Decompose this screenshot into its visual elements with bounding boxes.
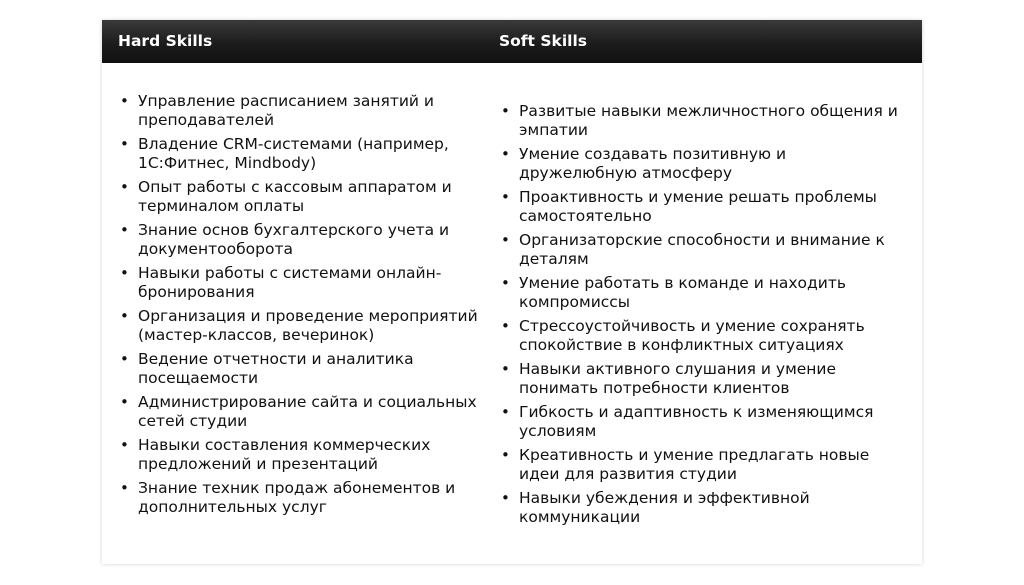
bullet-icon: • bbox=[501, 446, 510, 464]
soft-skill-text: Умение создавать позитивную и дружелюбную атмосферу bbox=[519, 145, 787, 182]
bullet-icon: • bbox=[501, 145, 510, 163]
soft-skill-item bbox=[499, 360, 899, 398]
hard-skill-text: Знание основ бухгалтерского учета и документооборота bbox=[138, 221, 450, 258]
bullet-icon: • bbox=[501, 403, 510, 421]
bullet-icon: • bbox=[120, 350, 129, 368]
bullet-icon: • bbox=[120, 178, 129, 196]
hard-skill-item bbox=[118, 92, 498, 130]
soft-skills-list bbox=[499, 102, 899, 527]
hard-skill-text: Администрирование сайта и социальных сетей студии bbox=[138, 393, 477, 430]
soft-skill-text: Гибкость и адаптивность к изменяющимся условиям bbox=[519, 403, 874, 440]
soft-skill-item bbox=[499, 403, 899, 441]
soft-skill-item bbox=[499, 102, 899, 140]
hard-skill-item bbox=[118, 350, 498, 388]
hard-skills-list bbox=[118, 92, 498, 517]
hard-skills-column bbox=[118, 92, 498, 522]
bullet-icon: • bbox=[120, 264, 129, 282]
hard-skill-item bbox=[118, 436, 498, 474]
soft-skill-text: Проактивность и умение решать проблемы самостоятельно bbox=[519, 188, 877, 225]
table-header bbox=[102, 20, 922, 63]
hard-skill-item bbox=[118, 479, 498, 517]
bullet-icon: • bbox=[501, 102, 510, 120]
bullet-icon: • bbox=[501, 317, 510, 335]
hard-skill-text: Знание техник продаж абонементов и дополнительных услуг bbox=[138, 479, 456, 516]
hard-skill-item bbox=[118, 135, 498, 173]
bullet-icon: • bbox=[120, 135, 129, 153]
hard-skill-item bbox=[118, 393, 498, 431]
hard-skill-item bbox=[118, 221, 498, 259]
soft-skill-item bbox=[499, 446, 899, 484]
soft-skill-item bbox=[499, 274, 899, 312]
bullet-icon: • bbox=[120, 307, 129, 325]
hard-skill-text: Навыки работы с системами онлайн-бронирования bbox=[138, 264, 442, 301]
bullet-icon: • bbox=[501, 274, 510, 292]
bullet-icon: • bbox=[501, 360, 510, 378]
hard-skill-text: Навыки составления коммерческих предложений и презентаций bbox=[138, 436, 431, 473]
soft-skill-item bbox=[499, 231, 899, 269]
bullet-icon: • bbox=[501, 489, 510, 507]
soft-skill-text: Креативность и умение предлагать новые идеи для развития студии bbox=[519, 446, 870, 483]
hard-skill-text: Управление расписанием занятий и преподавателей bbox=[138, 92, 434, 129]
hard-skill-text: Опыт работы с кассовым аппаратом и терминалом оплаты bbox=[138, 178, 452, 215]
soft-skill-text: Стрессоустойчивость и умение сохранять спокойствие в конфликтных ситуациях bbox=[519, 317, 865, 354]
bullet-icon: • bbox=[120, 221, 129, 239]
soft-skill-item bbox=[499, 317, 899, 355]
soft-skills-column bbox=[499, 102, 899, 532]
hard-skill-item bbox=[118, 178, 498, 216]
hard-skill-text: Ведение отчетности и аналитика посещаемости bbox=[138, 350, 414, 387]
soft-skill-text: Навыки активного слушания и умение понимать потребности клиентов bbox=[519, 360, 837, 397]
soft-skill-text: Развитые навыки межличностного общения и эмпатии bbox=[519, 102, 898, 139]
soft-skill-text: Умение работать в команде и находить компромиссы bbox=[519, 274, 846, 311]
hard-skills-heading: Hard Skills bbox=[118, 32, 213, 50]
bullet-icon: • bbox=[501, 231, 510, 249]
bullet-icon: • bbox=[120, 393, 129, 411]
bullet-icon: • bbox=[120, 92, 129, 110]
hard-skill-item bbox=[118, 307, 498, 345]
hard-skill-text: Владение CRM-системами (например, 1С:Фитнес, Mindbody) bbox=[138, 135, 449, 172]
bullet-icon: • bbox=[120, 436, 129, 454]
hard-skill-text: Организация и проведение мероприятий (мастер-классов, вечеринок) bbox=[138, 307, 478, 344]
hard-skill-item bbox=[118, 264, 498, 302]
soft-skills-heading: Soft Skills bbox=[499, 32, 587, 50]
soft-skill-text: Навыки убеждения и эффективной коммуникации bbox=[519, 489, 810, 526]
skills-table bbox=[102, 20, 922, 564]
soft-skill-item bbox=[499, 489, 899, 527]
soft-skill-text: Организаторские способности и внимание к деталям bbox=[519, 231, 885, 268]
bullet-icon: • bbox=[120, 479, 129, 497]
soft-skill-item bbox=[499, 145, 899, 183]
bullet-icon: • bbox=[501, 188, 510, 206]
soft-skill-item bbox=[499, 188, 899, 226]
